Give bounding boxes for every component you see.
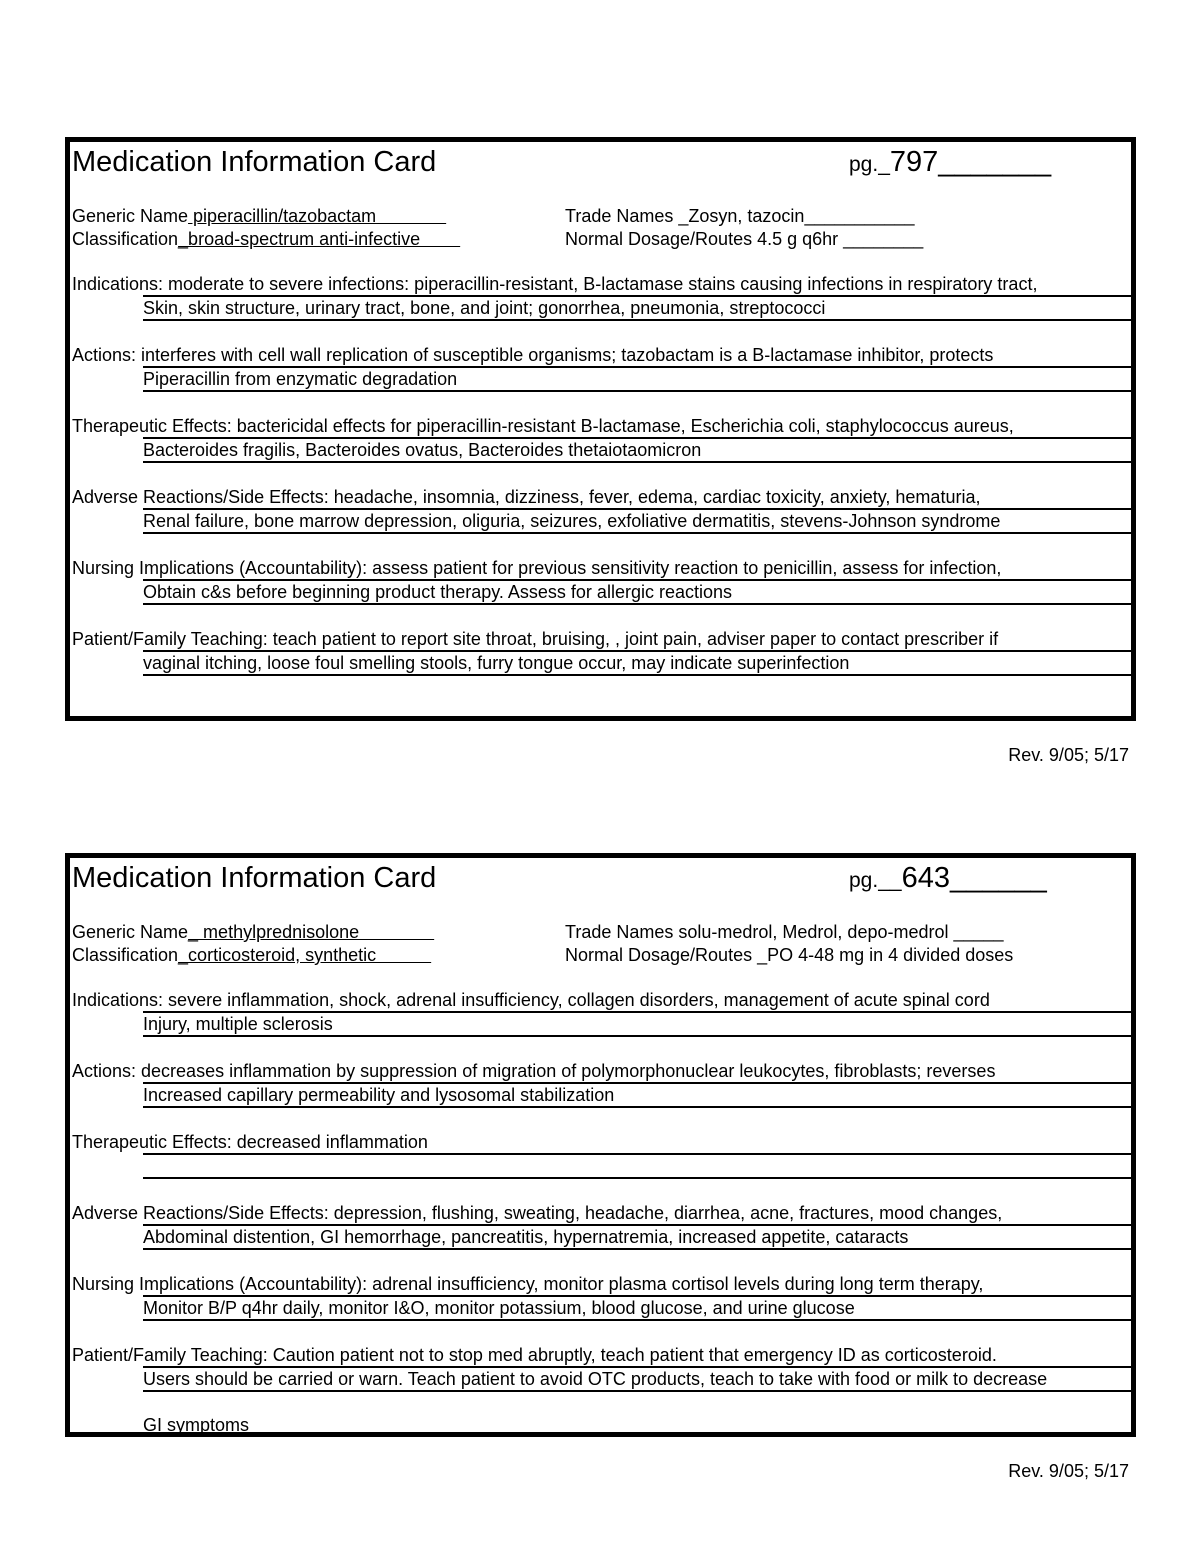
- card-title: Medication Information Card: [72, 146, 437, 178]
- trade-names-value: solu-medrol, Medrol, depo-medrol _____: [678, 922, 1004, 942]
- page-number: 797: [889, 146, 939, 178]
- medication-card-1: Medication Information Card pg._797_______ Generic Name piperacillin/tazobactam Trade Names _Zosyn, tazocin___________ Classification_broad-spectrum anti-infective Normal Dosage/Routes 4.5 g q6hr ________ Indications: moderate to severe infections: piperacillin-resistant, B-lactamase stains causing infections in respiratory tract, Skin, skin structure, urinary tract, bone, and joint; gonorrhea, pneumonia, streptococci Actions: interferes with cell wall replication of susceptible organisms; tazobactam is a B-lactamase inhibitor, protects Piperacillin from enzymatic degradation Therapeutic Effects: bactericidal effects for piperacillin-resistant B-lactamase, Escherichia coli, staphylococcus aureus, Bacteroides fragilis, Bacteroides ovatus, Bacteroides thetaiotaomicron Adverse Reactions/Side Effects: headache, insomnia, dizziness, fever, edema, cardiac toxicity, anxiety, hematuria, Renal failure, bone marrow depression, oliguria, seizures, exfoliative dermatitis, stevens-Johnson syndrome Nursing Implications (Accountability): assess patient for previous sensitivity reaction to penicillin, assess for infection, Obtain c&s before beginning product therapy. Assess for allergic reactions Patient/Family Teaching: teach patient to report site throat, bruising, , joint pain, adviser paper to contact prescriber if vaginal itching, loose foul smelling stools, furry tongue occur, may indicate superinfection: [65, 137, 1136, 721]
- generic-name-value: _ methylprednisolone: [188, 922, 435, 942]
- trade-names-field: Trade Names _Zosyn, tazocin___________: [565, 206, 915, 226]
- medication-card-2: Medication Information Card pg.__643______ Generic Name_ methylprednisolone Trade Names solu-medrol, Medrol, depo-medrol _____ Classification_corticosteroid, synthetic Normal Dosage/Routes _PO 4-48 mg in 4 divided doses Indications: severe inflammation, shock, adrenal insufficiency, collagen disorders, management of acute spinal cord Injury, multiple sclerosis Actions: decreases inflammation by suppression of migration of polymorphonuclear leukocytes, fibroblasts; reverses Increased capillary permeability and lysosomal stabilization Therapeutic Effects: decreased inflammation Adverse Reactions/Side Effects: depression, flushing, sweating, headache, diarrhea, acne, fractures, mood changes, Abdominal distention, GI hemorrhage, pancreatitis, hypernatremia, increased appetite, cataracts Nursing Implications (Accountability): adrenal insufficiency, monitor plasma cortisol levels during long term therapy, Monitor B/P q4hr daily, monitor I&O, monitor potassium, blood glucose, and urine glucose Patient/Family Teaching: Caution patient not to stop med abruptly, teach patient that emergency ID as corticosteroid. Users should be carried or warn. Teach patient to avoid OTC products, teach to take with food or milk to decrease GI symptoms: [65, 853, 1136, 1437]
- trade-names-value: Zosyn, tazocin___________: [688, 206, 915, 226]
- classification-value: _corticosteroid, synthetic: [178, 945, 432, 965]
- classification-field: Classification_corticosteroid, synthetic: [72, 945, 432, 965]
- revision-note: Rev. 9/05; 5/17: [1008, 745, 1129, 765]
- dosage-value: 4.5 g q6hr ________: [757, 229, 924, 249]
- card-title: Medication Information Card: [72, 862, 437, 894]
- trade-names-field: Trade Names solu-medrol, Medrol, depo-medrol _____: [565, 922, 1004, 942]
- dosage-field: Normal Dosage/Routes _PO 4-48 mg in 4 divided doses: [565, 945, 1014, 965]
- classification-field: Classification_broad-spectrum anti-infective: [72, 229, 461, 249]
- generic-name-field: Generic Name_ methylprednisolone: [72, 922, 435, 942]
- classification-value: _broad-spectrum anti-infective: [178, 229, 461, 249]
- generic-name-value: piperacillin/tazobactam: [188, 206, 447, 226]
- page-reference: pg._797_______: [849, 146, 1052, 178]
- generic-name-field: Generic Name piperacillin/tazobactam: [72, 206, 447, 226]
- revision-note: Rev. 9/05; 5/17: [1008, 1461, 1129, 1481]
- dosage-value: PO 4-48 mg in 4 divided doses: [767, 945, 1014, 965]
- dosage-field: Normal Dosage/Routes 4.5 g q6hr ________: [565, 229, 924, 249]
- page-reference: pg.__643______: [849, 862, 1047, 894]
- page-number: 643: [901, 862, 950, 894]
